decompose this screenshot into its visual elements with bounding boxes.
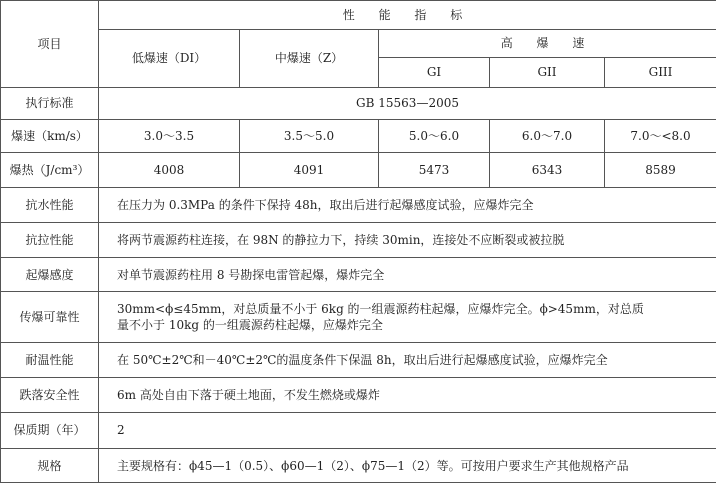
header-g1: GI xyxy=(379,58,490,88)
header-item: 项目 xyxy=(1,1,99,88)
temperature-value: 在 50℃±2℃和－40℃±2℃的温度条件下保温 8h，取出后进行起爆感度试验，应爆炸完全 xyxy=(99,343,716,378)
speed-di: 3.0～3.5 xyxy=(99,120,240,153)
tensile-value: 将两节震源药柱连接，在 98N 的静拉力下，持续 30min，连接处不应断裂或被拉脱 xyxy=(99,223,716,258)
drop-label: 跌落安全性 xyxy=(1,377,99,412)
header-performance: 性 能 指 标 xyxy=(99,1,716,30)
shelf-life-label: 保质期（年） xyxy=(1,412,99,449)
reliability-line-2: 量不小于 10kg 的一组震源药柱起爆，应爆炸完全 xyxy=(117,318,383,333)
reliability-line-1: 30mm<ϕ≤45mm，对总质量不小于 6kg 的一组震源药柱起爆，应爆炸完全。ϕ>45mm，对总质 xyxy=(117,302,644,317)
tensile-label: 抗拉性能 xyxy=(1,223,99,258)
sensitivity-value: 对单节震源药柱用 8 号勘探电雷管起爆，爆炸完全 xyxy=(99,257,716,292)
heat-z: 4091 xyxy=(240,152,379,188)
standard-label: 执行标准 xyxy=(1,87,99,120)
header-g3: GIII xyxy=(605,58,716,88)
heat-g3: 8589 xyxy=(605,152,716,188)
speed-label: 爆速（km/s） xyxy=(1,120,99,153)
heat-di: 4008 xyxy=(99,152,240,188)
spec-value: 主要规格有：ϕ45—1（0.5）、ϕ60—1（2）、ϕ75—1（2）等。可按用户要求生产其他规格产品 xyxy=(99,449,716,483)
header-g2: GII xyxy=(490,58,605,88)
drop-value: 6m 高处自由下落于硬土地面，不发生燃烧或爆炸 xyxy=(99,377,716,412)
speed-z: 3.5～5.0 xyxy=(240,120,379,153)
sensitivity-label: 起爆感度 xyxy=(1,257,99,292)
header-high-speed: 高 爆 速 xyxy=(379,29,716,58)
reliability-label: 传爆可靠性 xyxy=(1,292,99,343)
reliability-value xyxy=(99,292,716,343)
speed-g1: 5.0～6.0 xyxy=(379,120,490,153)
water-value: 在压力为 0.3MPa 的条件下保持 48h，取出后进行起爆感度试验，应爆炸完全 xyxy=(99,188,716,223)
shelf-life-value: 2 xyxy=(99,412,716,449)
speed-g3: 7.0～<8.0 xyxy=(605,120,716,153)
heat-g2: 6343 xyxy=(490,152,605,188)
speed-g2: 6.0～7.0 xyxy=(490,120,605,153)
header-mid-speed: 中爆速（Z） xyxy=(240,29,379,87)
temperature-label: 耐温性能 xyxy=(1,343,99,378)
heat-g1: 5473 xyxy=(379,152,490,188)
spec-label: 规格 xyxy=(1,449,99,483)
standard-value: GB 15563—2005 xyxy=(99,87,716,120)
heat-label: 爆热（J/cm³） xyxy=(1,152,99,188)
header-low-speed: 低爆速（DI） xyxy=(99,29,240,87)
water-label: 抗水性能 xyxy=(1,188,99,223)
